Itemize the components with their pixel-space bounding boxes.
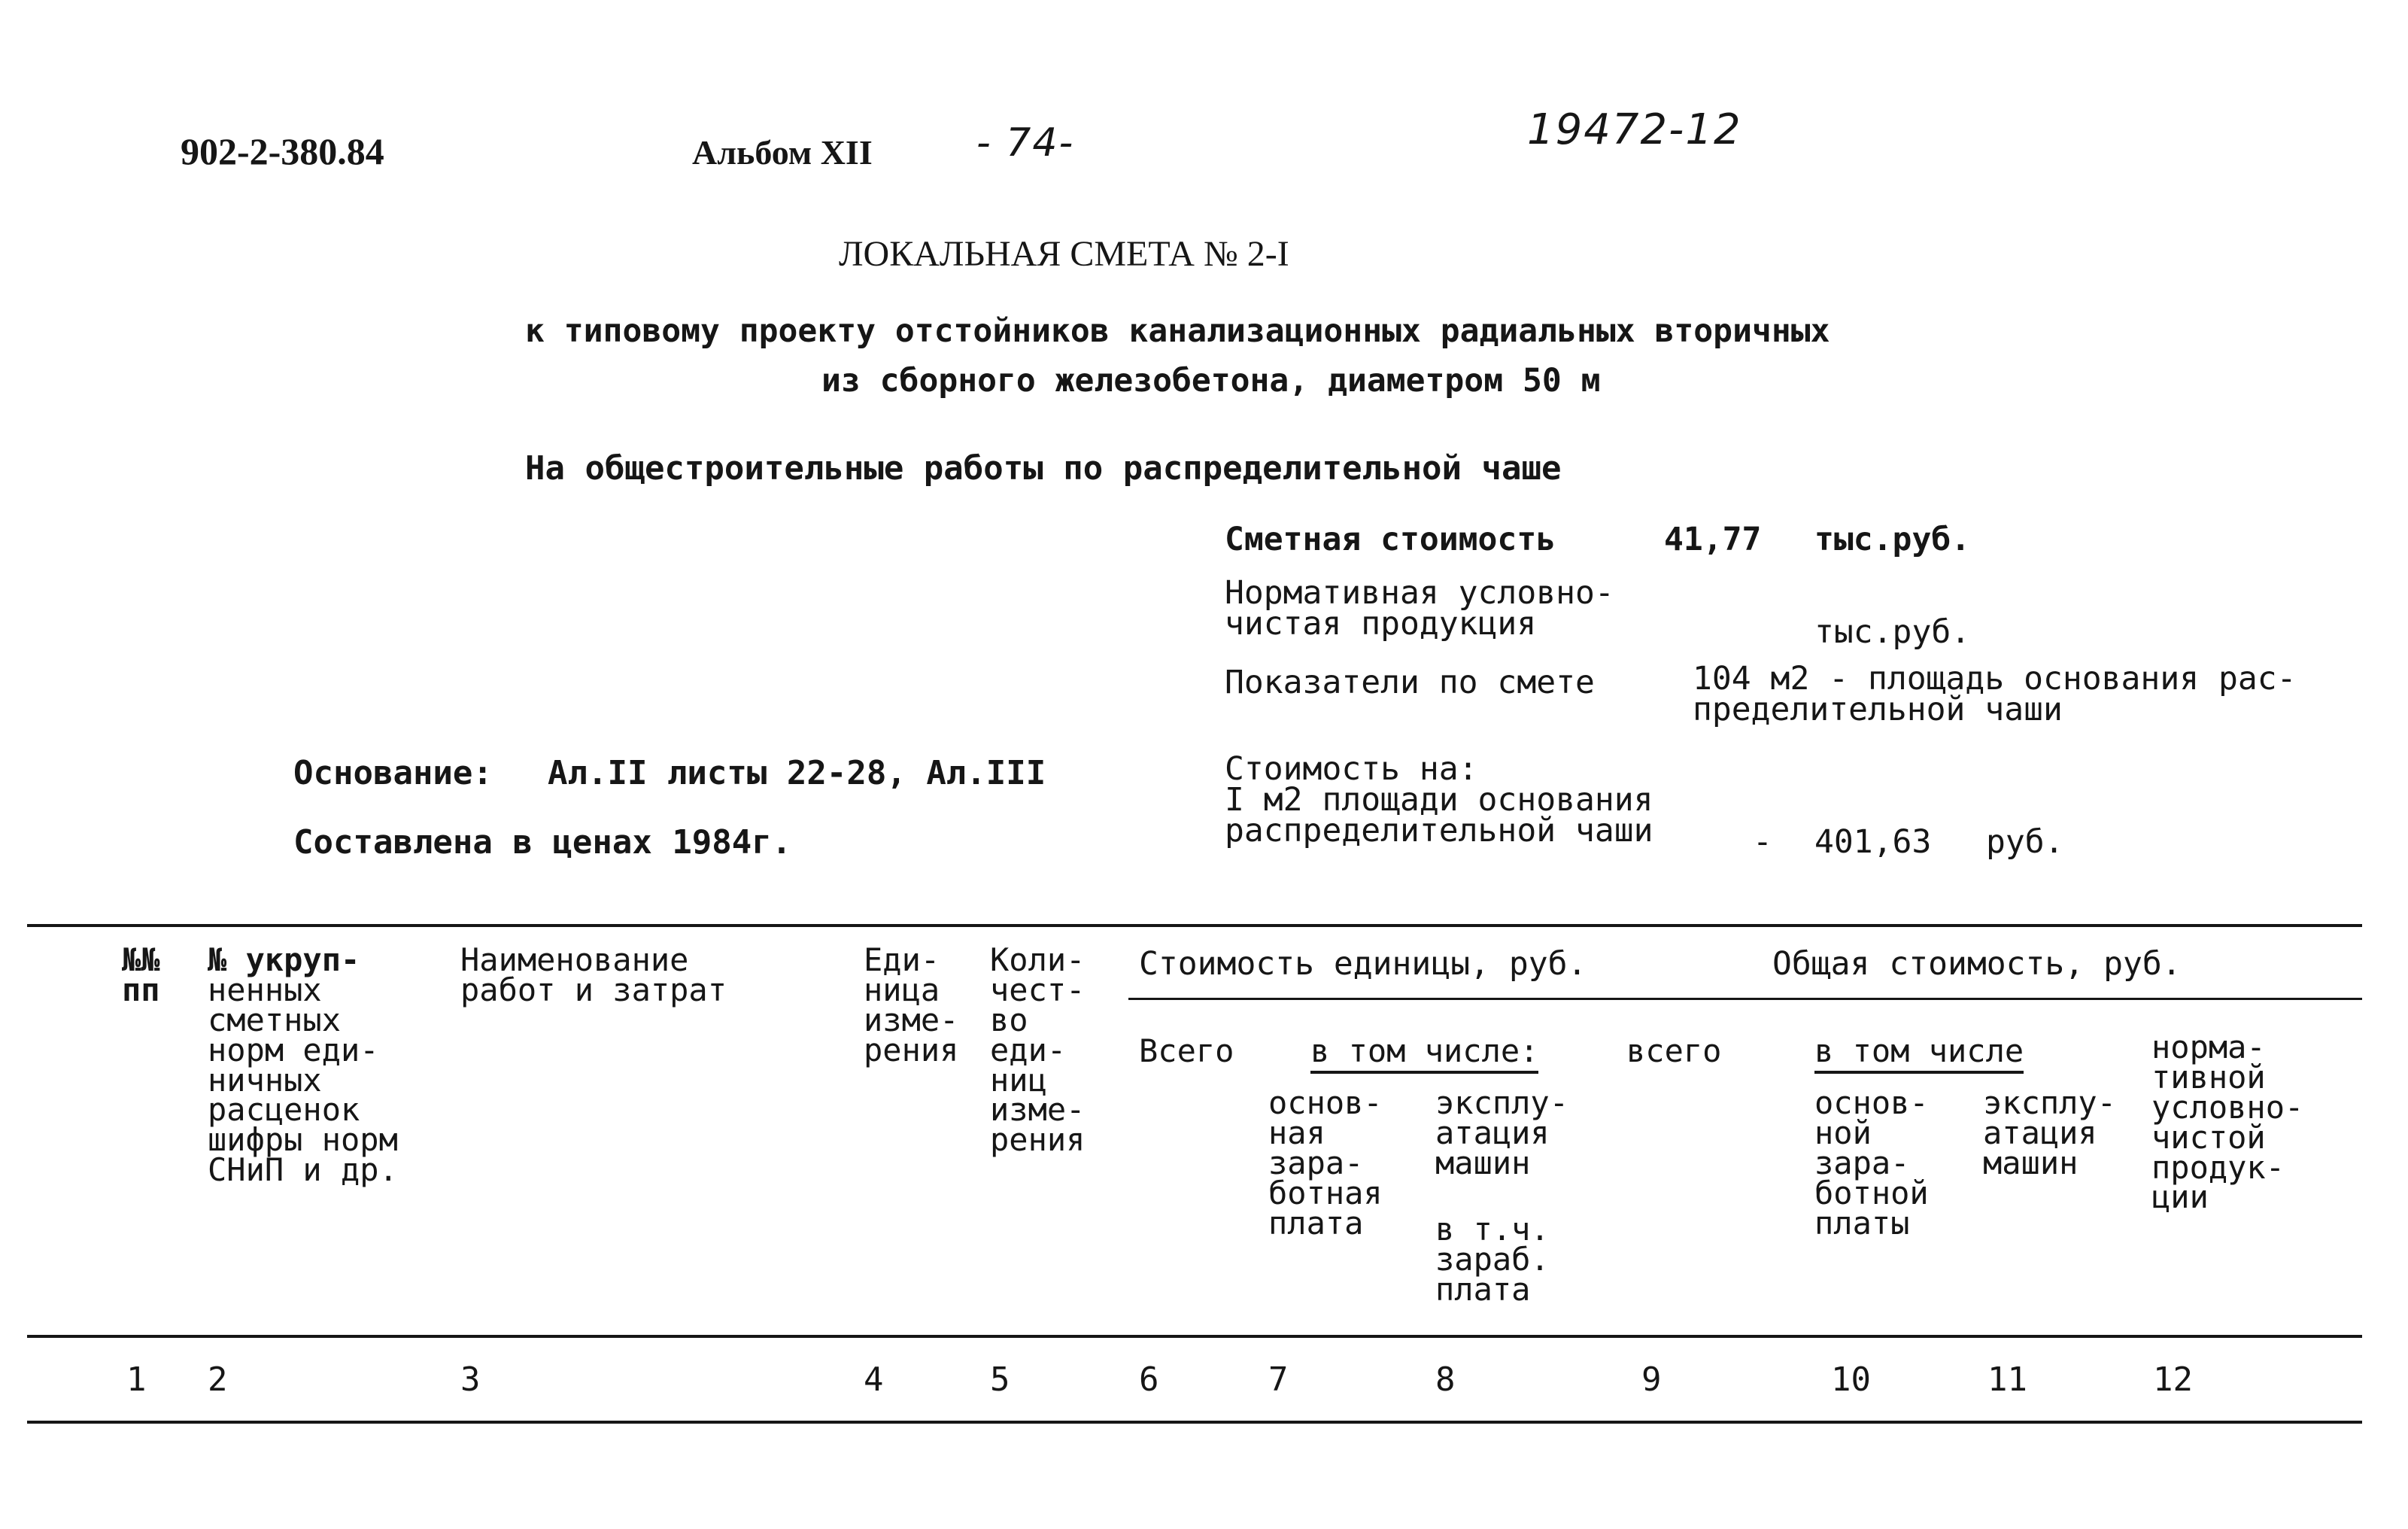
table-mid-rule (1128, 998, 2362, 1000)
per-unit-dash: - (1753, 823, 1772, 861)
unit-incl-header: в том числе: (1310, 1032, 1538, 1074)
table-top-rule (27, 924, 2362, 927)
col-number-12: 12 (2153, 1360, 2193, 1399)
prices-note: Составлена в ценах 1984г. (293, 823, 792, 862)
col-header-1: №№ пп (122, 941, 160, 1008)
col-header-4: Еди- ница изме- рения (864, 941, 959, 1068)
works-subject: На общестроительные работы по распределительной чаше (525, 449, 1562, 488)
basis-text: Ал.II листы 22-28, Ал.III (548, 754, 1046, 792)
indicators-value: 104 м2 - площадь основания рас- пределительной чаши (1693, 660, 2297, 728)
per-unit-value: 401,63 (1814, 823, 1932, 861)
col-number-10: 10 (1831, 1360, 1871, 1399)
col-number-1: 1 (126, 1360, 147, 1399)
estimate-subtitle-line1: к типовому проекту отстойников канализационных радиальных вторичных (525, 312, 1830, 350)
cost-label: Сметная стоимость (1225, 521, 1556, 558)
unit-cost-header: Стоимость единицы, руб. (1139, 945, 1587, 983)
per-unit-unit: руб. (1986, 823, 2064, 861)
col-number-3: 3 (460, 1360, 481, 1399)
col-header-2: № укруп- ненных сметных норм еди- ничных расценок шифры норм СНиП и др. (208, 941, 398, 1189)
album-label: Альбом XII (692, 133, 873, 172)
estimate-title: ЛОКАЛЬНАЯ СМЕТА № 2-I (839, 234, 1289, 274)
basis-label: Основание: (293, 754, 493, 792)
col-header-7: основ- ная зара- ботная плата (1268, 1084, 1383, 1242)
col-number-6: 6 (1139, 1360, 1159, 1399)
nup-unit: тыс.руб. (1814, 613, 1971, 651)
col-header-8-sub: в т.ч. зараб. плата (1435, 1211, 1550, 1308)
nup-label: Нормативная условно- чистая продукция (1225, 574, 1614, 643)
page-number: - 74- (976, 120, 1075, 166)
col-header-12: норма- тивной условно- чистой продук- ции (2151, 1029, 2304, 1216)
col-header-9: всего (1626, 1032, 1722, 1069)
total-cost-header: Общая стоимость, руб. (1772, 945, 2182, 983)
document-code: 902-2-380.84 (181, 130, 384, 172)
inventory-number: 19472-12 (1527, 105, 1742, 154)
col-header-11: эксплу- атация машин (1983, 1084, 2117, 1181)
col-number-11: 11 (1987, 1360, 2027, 1399)
per-unit-label: Стоимость на: I м2 площади основания распределительной чаши (1225, 750, 1653, 850)
col-header-3: Наименование работ и затрат (460, 941, 727, 1008)
col-header-8: эксплу- атация машин (1435, 1084, 1569, 1181)
col-number-7: 7 (1268, 1360, 1289, 1399)
col-header-10: основ- ной зара- ботной платы (1814, 1084, 1929, 1242)
col-number-4: 4 (864, 1360, 884, 1399)
col-number-9: 9 (1641, 1360, 1662, 1399)
total-incl-header: в том числе (1814, 1032, 2024, 1074)
col-number-8: 8 (1435, 1360, 1456, 1399)
cost-unit: тыс.руб. (1814, 521, 1971, 558)
cost-value: 41,77 (1664, 521, 1762, 558)
col-header-5: Коли- чест- во еди- ниц изме- рения (990, 941, 1086, 1159)
col-number-5: 5 (990, 1360, 1010, 1399)
estimate-subtitle-line2: из сборного железобетона, диаметром 50 м (821, 362, 1601, 400)
numbers-bottom-rule (27, 1421, 2362, 1424)
numbers-top-rule (27, 1335, 2362, 1338)
indicators-label: Показатели по смете (1225, 664, 1595, 701)
col-number-2: 2 (208, 1360, 228, 1399)
col-header-6: Всего (1139, 1032, 1234, 1069)
